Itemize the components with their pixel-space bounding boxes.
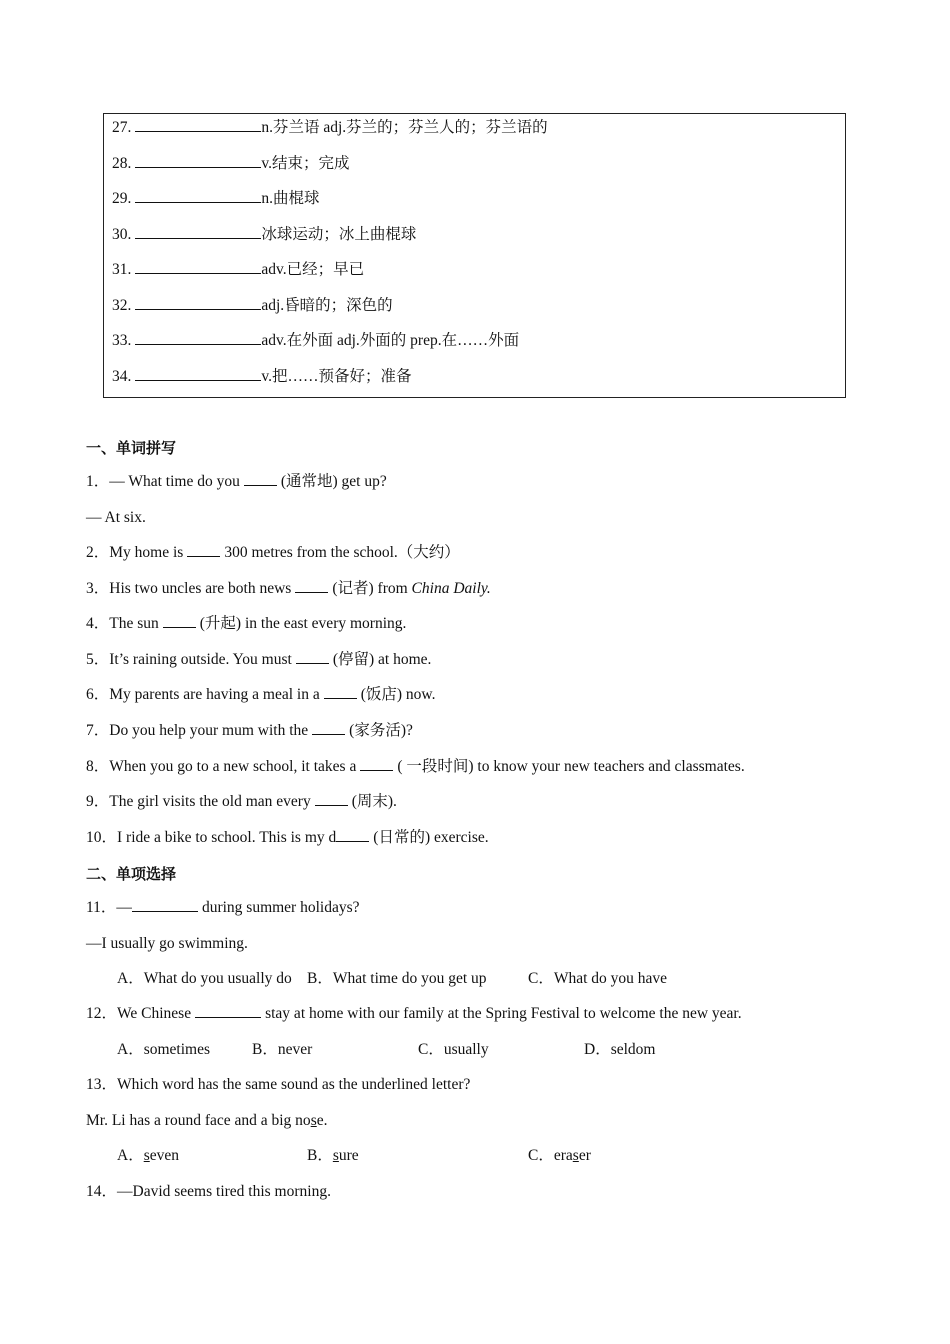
vocab-meaning: 冰球运动；冰上曲棍球	[261, 226, 417, 243]
vocab-meaning: adv.在外面 adj.外面的 prep.在……外面	[261, 332, 520, 349]
vocab-row	[112, 223, 416, 247]
option-c[interactable]: C．eraser	[528, 1147, 591, 1164]
answer-blank[interactable]	[135, 365, 261, 381]
answer-blank[interactable]	[336, 826, 369, 842]
question-1: 1．— What time do you (通常地) get up?	[86, 470, 387, 494]
option-b[interactable]: B．What time do you get up	[307, 970, 487, 987]
option-c[interactable]: C．usually	[418, 1041, 489, 1058]
question-13-sentence: Mr. Li has a round face and a big nose.	[86, 1112, 328, 1129]
vocab-row	[112, 329, 519, 353]
option-d[interactable]: D．seldom	[584, 1041, 656, 1058]
vocab-num: 29.	[112, 190, 132, 207]
option-a[interactable]: A．seven	[117, 1147, 180, 1164]
vocab-num: 33.	[112, 332, 132, 349]
vocab-num: 27.	[112, 119, 132, 136]
answer-blank[interactable]	[132, 896, 198, 912]
answer-blank[interactable]	[360, 755, 393, 771]
question-10: 10．I ride a bike to school. This is my d (日常的) exercise.	[86, 826, 489, 850]
question-7: 7．Do you help your mum with the (家务活)?	[86, 719, 413, 743]
option-b[interactable]: B．sure	[307, 1147, 359, 1164]
question-8: 8．When you go to a new school, it takes a ( 一段时间) to know your new teachers and classmates.	[86, 755, 745, 779]
answer-blank[interactable]	[135, 258, 261, 274]
vocab-num: 34.	[112, 368, 132, 385]
option-a[interactable]: A．What do you usually do	[117, 970, 292, 987]
vocab-row	[112, 116, 548, 140]
question-2: 2．My home is 300 metres from the school.（大约）	[86, 541, 460, 565]
question-14: 14．—David seems tired this morning.	[86, 1183, 331, 1200]
answer-blank[interactable]	[312, 719, 345, 735]
vocab-meaning: n.曲棍球	[261, 190, 320, 207]
answer-blank[interactable]	[296, 648, 329, 664]
vocab-meaning: adj.昏暗的；深色的	[261, 297, 393, 314]
question-6: 6．My parents are having a meal in a (饭店) now.	[86, 683, 435, 707]
answer-blank[interactable]	[135, 116, 261, 132]
answer-blank[interactable]	[187, 541, 220, 557]
answer-blank[interactable]	[295, 577, 328, 593]
question-13: 13．Which word has the same sound as the underlined letter?	[86, 1076, 471, 1093]
option-a[interactable]: A．sometimes	[117, 1041, 210, 1058]
question-9: 9．The girl visits the old man every (周末).	[86, 790, 397, 814]
vocab-num: 28.	[112, 155, 132, 172]
answer-blank[interactable]	[135, 223, 261, 239]
option-c[interactable]: C．What do you have	[528, 970, 668, 987]
section-title: 一、单词拼写	[86, 439, 177, 457]
question-4: 4．The sun (升起) in the east every morning.	[86, 612, 406, 636]
answer-blank[interactable]	[135, 187, 261, 203]
answer-blank[interactable]	[163, 612, 196, 628]
vocab-row	[112, 187, 320, 211]
vocab-row	[112, 152, 350, 176]
question-3: 3．His two uncles are both news (记者) from China Daily.	[86, 577, 491, 601]
option-b[interactable]: B．never	[252, 1041, 313, 1058]
answer-blank[interactable]	[135, 329, 261, 345]
vocab-meaning: v.结束；完成	[261, 155, 350, 172]
answer-blank[interactable]	[315, 790, 348, 806]
vocab-row	[112, 365, 412, 389]
vocab-row	[112, 258, 364, 282]
section-title: 二、单项选择	[86, 865, 177, 883]
question-5: 5．It’s raining outside. You must (停留) at home.	[86, 648, 431, 672]
vocab-num: 30.	[112, 226, 132, 243]
answer-blank[interactable]	[135, 152, 261, 168]
vocab-row	[112, 294, 393, 318]
question-11: 11．— during summer holidays?	[86, 896, 360, 920]
vocab-meaning: v.把……预备好；准备	[261, 368, 412, 385]
question-11-reply: —I usually go swimming.	[86, 935, 248, 952]
answer-blank[interactable]	[135, 294, 261, 310]
vocab-meaning: adv.已经；早已	[261, 261, 365, 278]
question-12: 12．We Chinese stay at home with our family at the Spring Festival to welcome the new year.	[86, 1002, 742, 1026]
answer-blank[interactable]	[244, 470, 277, 486]
vocab-box	[103, 113, 846, 398]
vocab-num: 31.	[112, 261, 132, 278]
vocab-num: 32.	[112, 297, 132, 314]
answer-blank[interactable]	[195, 1002, 261, 1018]
question-1-reply: — At six.	[86, 509, 146, 526]
answer-blank[interactable]	[324, 683, 357, 699]
vocab-meaning: n.芬兰语 adj.芬兰的；芬兰人的；芬兰语的	[261, 119, 548, 136]
